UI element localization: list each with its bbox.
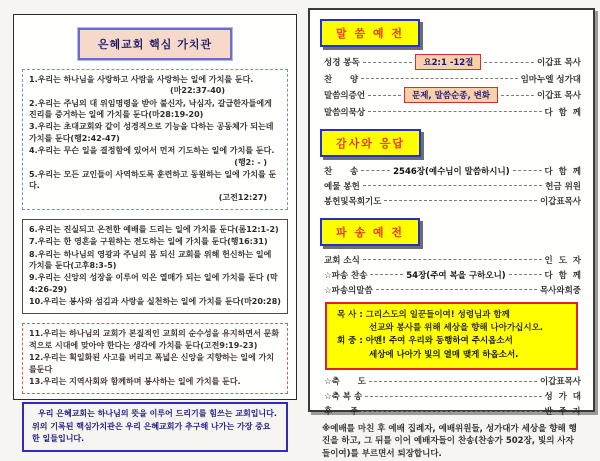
- scripture-ref: (고전12:27): [218, 192, 267, 202]
- value-item-8: 8.우리는 하나님의 영광과 주님의 몸 되신 교회를 위해 헌신하는 일에 가치를 둔다(고후8:3-5): [29, 249, 272, 271]
- dotted-leader: [509, 274, 542, 275]
- value-item-10: 10.우리는 봉사와 섬김과 사랑을 실천하는 일에 가치를 둔다(마20:28): [29, 297, 281, 307]
- dotted-leader: [369, 381, 537, 382]
- row-label: 예물 봉헌: [324, 181, 360, 192]
- dotted-leader: [513, 170, 542, 171]
- row-person: 목사와회중: [539, 285, 581, 296]
- value-item-3: [29, 121, 281, 144]
- dotted-leader: [368, 111, 541, 112]
- row-label: ☆파송 찬송: [324, 270, 368, 281]
- scripture-ref: (행2: - ): [234, 157, 267, 167]
- row-label: ☆축 복 송: [324, 392, 363, 403]
- row-label: 후 주: [324, 407, 359, 418]
- dotted-leader: [376, 289, 537, 290]
- summary-box: 우리 은혜교회는 하나님의 뜻을 이루어 드리기를 힘쓰는 교회입니다. 위의 기록된 핵심가치관은 우리 은혜교회가 추구해 나가는 가장 중요한 일들입니다.: [22, 402, 288, 452]
- row-person: 임마누엘 성가대: [520, 74, 581, 85]
- pastor-line-2: 선교와 봉사를 위해 세상을 향해 나아가십시오.: [369, 323, 544, 334]
- liturgy-row-blessing-song: [324, 390, 581, 403]
- row-person: 다 함 께: [544, 107, 581, 118]
- value-item-11: 11.우리는 하나님의 교회가 본질적인 교회의 순수성을 유지하면서 문화적으로 시대에 맞아야 한다는 생각에 가치를 둔다(고전9:19-23): [29, 329, 280, 350]
- sermon-title-highlight-chip: 문제, 말씀순종, 변화: [404, 87, 498, 103]
- left-page-core-values: [13, 14, 297, 444]
- responsive-reading-notice: [325, 302, 578, 370]
- row-person: 이갑표목사: [539, 196, 581, 207]
- liturgy-row-offering: [324, 179, 581, 192]
- value-text: 1.우리는 하나님을 사랑하고 사람을 사랑하는 일에 가치를 둔다.: [29, 75, 254, 84]
- row-label: 말씀의증언: [324, 91, 366, 101]
- dotted-leader: [363, 259, 542, 260]
- liturgy-row-benediction: [324, 375, 581, 388]
- row-person: 이갑표목사: [539, 377, 581, 388]
- value-item-5: [29, 169, 281, 203]
- value-item-4: [29, 145, 281, 168]
- liturgy-row-scripture-reading: [324, 54, 581, 70]
- dotted-leader: [365, 396, 541, 397]
- liturgy-row-hymn: [324, 164, 581, 177]
- dotted-leader: [501, 95, 534, 96]
- value-text: 3.우리는 초대교회와 같이 성경적으로 기능을 다하는 공동체가 되는데 가치를 둔다(행2:42-47): [29, 122, 274, 143]
- value-text: 2.우리는 주님의 대 위임명령을 받아 불신자, 낙심자, 갈급한자들에게 진리를 증거하는 일에 가치를 둔다(마28:19-20): [29, 98, 272, 120]
- row-label: ☆축 도: [324, 377, 366, 388]
- section-header-thanks: 감사와 응답: [320, 129, 421, 157]
- recession-note: ※예배를 마친 후 예배 집례자, 예배위원들, 성가대가 세상을 향해 행진을 하고, 그 뒤를 이어 예배자들이 찬송(찬송가 502장, 빛의 사자들이여)를 부르면서 퇴장합니다.: [322, 423, 577, 460]
- liturgy-row-announcements: [324, 253, 581, 266]
- value-item-7: 7.우리는 한 영혼을 구원하는 전도하는 일에 가치를 둔다(행16:31): [29, 237, 268, 247]
- dotted-leader: [368, 95, 401, 96]
- section-header-sending: 파 송 예 전: [320, 218, 420, 246]
- row-person: 이갑표 목사: [537, 58, 582, 68]
- liturgy-row-sending-word: [324, 283, 581, 296]
- row-label: 성경 봉독: [324, 58, 360, 68]
- row-person: 헌금 위원: [545, 181, 581, 192]
- liturgy-row-offering-prayer: [324, 194, 581, 207]
- dotted-leader: [484, 62, 534, 63]
- page-title: 은혜교회 핵심 가치관: [78, 28, 232, 60]
- scripture-highlight-chip: 요2:1 -12절: [415, 54, 481, 70]
- value-text: 4.우리는 무슨 일을 결정함에 있어서 먼저 기도하는 일에 가치를 둔다.: [29, 146, 275, 156]
- value-item-9: 9.우리는 신앙의 성장을 이루어 익은 열매가 되는 일에 가치를 둔다 (막4:26-29): [29, 273, 278, 294]
- liturgy-row-sermon: [324, 87, 581, 103]
- congregation-line-2: 세상에 나아가 빛의 열매 맺게 하옵소서.: [369, 349, 519, 360]
- congregation-line-1: 회 중 : 아멘! 주여 우리와 동행하여 주시옵소서: [337, 336, 513, 347]
- values-box-1: [22, 69, 288, 210]
- row-person: 인 도 자: [544, 255, 581, 266]
- hymn-number: 2546장(예수님이 말씀하시니): [393, 166, 510, 177]
- row-label: ☆파송의말씀: [324, 285, 373, 296]
- hymn-number: 54장(주여 복을 구하오니): [406, 270, 506, 281]
- dotted-leader: [363, 185, 542, 186]
- section-header-word: 말 씀 예 전: [320, 19, 420, 47]
- dotted-leader: [361, 411, 541, 412]
- row-person: 다 함 께: [544, 166, 582, 177]
- dotted-leader: [384, 200, 536, 201]
- row-person: 다 함 께: [544, 270, 581, 281]
- value-item-6: 6.우리는 진실되고 온전한 예배를 드리는 일에 가치를 둔다(롬12:1-2): [29, 224, 279, 234]
- liturgy-row-sending-hymn: [324, 268, 581, 281]
- values-box-2: [22, 219, 288, 315]
- value-item-12: 12.우리는 획일화된 사고를 버리고 폭넓은 신앙을 지향하는 일에 가치를둔다: [29, 353, 275, 374]
- row-label: 찬 송: [324, 166, 359, 177]
- row-label: 찬 양: [324, 74, 359, 85]
- value-item-13: 13.우리는 지역사회와 함께하며 봉사하는 일에 가치를 둔다.: [29, 376, 241, 386]
- liturgy-row-praise: [324, 72, 581, 85]
- dotted-leader: [363, 62, 413, 63]
- row-person: 반 주 자: [544, 407, 581, 418]
- liturgy-row-meditation: [324, 105, 581, 118]
- scripture-ref: (마22:37-40): [170, 86, 225, 96]
- row-label: 말씀의묵상: [324, 107, 366, 118]
- dotted-leader: [361, 78, 517, 79]
- pastor-line-1: 목 사 : 그리스도의 일꾼들이여! 성령님과 함께: [337, 310, 510, 320]
- dotted-leader: [361, 170, 390, 171]
- row-label: 봉헌및목회기도: [324, 196, 382, 207]
- value-item-1: [29, 74, 281, 97]
- value-item-2: [29, 98, 281, 121]
- value-text: 5.우리는 모든 교인들이 사역하도록 훈련하고 동원하는 일에 가치를 둔다.: [29, 169, 277, 191]
- row-label: 교회 소식: [324, 255, 360, 266]
- dotted-leader: [370, 274, 403, 275]
- liturgy-row-postlude: [324, 405, 581, 418]
- row-person: 이갑표 목사: [536, 91, 581, 101]
- right-page-liturgy: [308, 8, 595, 460]
- values-box-3: [22, 323, 288, 394]
- row-person: 성 가 대: [544, 392, 581, 403]
